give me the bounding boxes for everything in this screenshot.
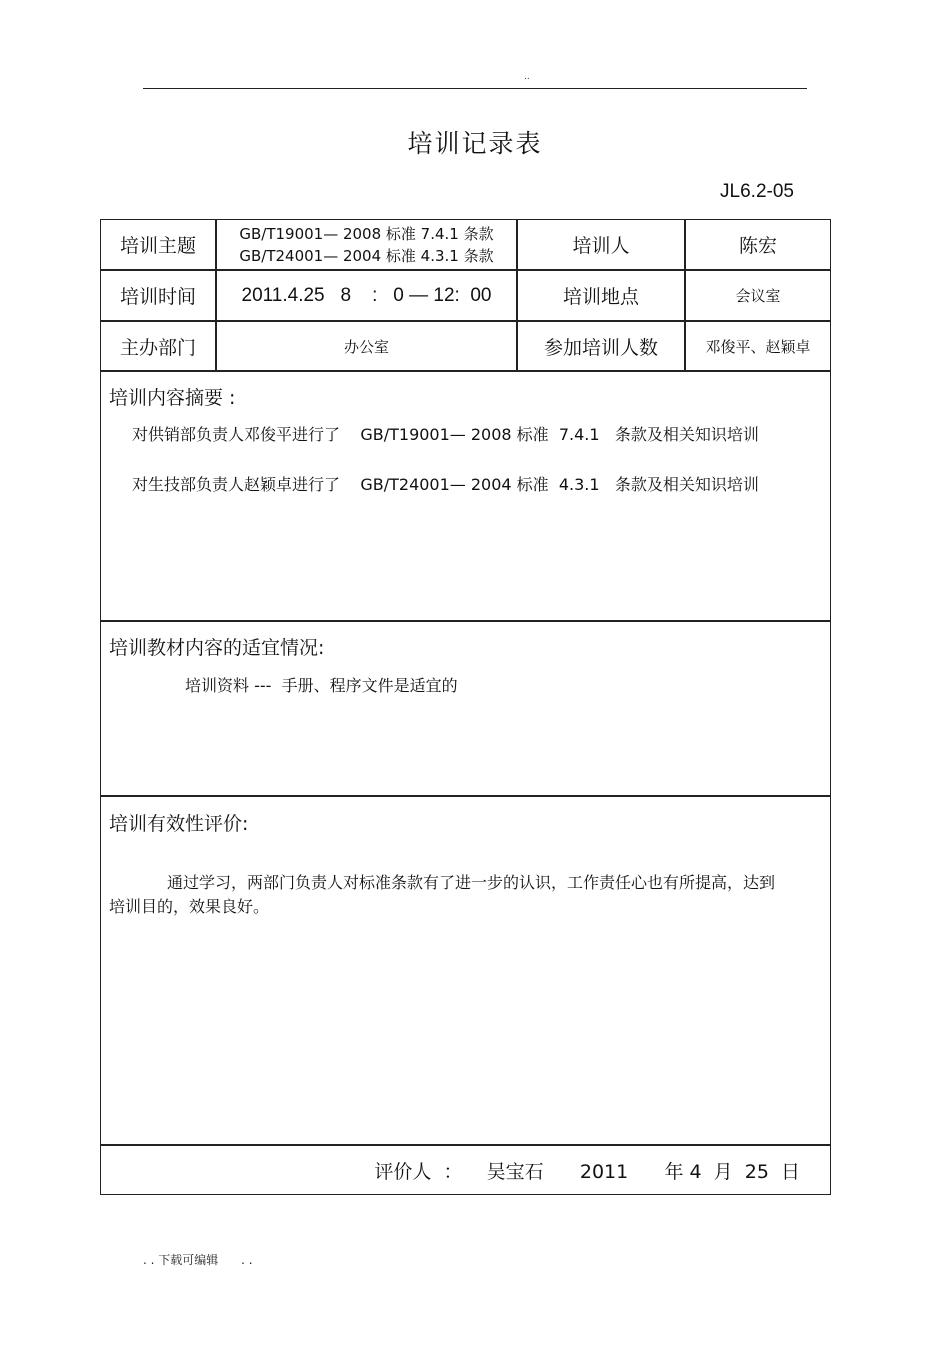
evaluator-signature-row: 评价人 ： 吴宝石 2011 年 4 月 25 日: [374, 1160, 800, 1183]
effect-title: 培训有效性评价:: [109, 813, 249, 835]
summary-title: 培训内容摘要 :: [109, 387, 236, 409]
form-code: JL6.2-05: [720, 181, 794, 202]
participant-count-value: 邓俊平、赵颖卓: [705, 337, 811, 356]
row-divider: [101, 795, 830, 797]
topic-value: [217, 220, 516, 269]
header-mark: ..: [524, 72, 530, 82]
topic-label: 培训主题: [119, 235, 196, 257]
material-line-1: 培训资料 --- 手册、程序文件是适宜的: [185, 676, 458, 695]
dept-label: 主办部门: [119, 336, 196, 359]
trainer-label: 培训人: [572, 235, 630, 257]
page-title: 培训记录表: [407, 129, 543, 158]
row-divider: [101, 370, 830, 372]
place-label: 培训地点: [562, 286, 639, 308]
participant-count-label: 参加培训人数: [543, 336, 658, 359]
time-value: 2011.4.25 8 : 0 — 12: 00: [241, 284, 492, 306]
summary-line-1: 对供销部负责人邓俊平进行了 GB/T19001— 2008 标准 7.4.1 条款及相关知识培训: [132, 425, 759, 444]
trainer-value: 陈宏: [738, 235, 777, 257]
header-rule: [143, 88, 807, 89]
topic-line-2: GB/T24001— 2004 标准 4.3.1 条款: [239, 246, 494, 265]
training-record-table: [100, 219, 831, 1195]
topic-line-1: GB/T19001— 2008 标准 7.4.1 条款: [239, 224, 494, 243]
dept-value: 办公室: [343, 337, 389, 356]
effect-paragraph: 通过学习，两部门负责人对标准条款有了进一步的认识，工作责任心也有所提高，达到培训目的，效果良好。: [109, 873, 776, 916]
bottom-note: . . 下载可编辑 . .: [143, 1253, 253, 1267]
row-divider: [101, 620, 830, 622]
place-value: 会议室: [735, 287, 781, 305]
time-label: 培训时间: [119, 286, 196, 308]
summary-line-2: 对生技部负责人赵颖卓进行了 GB/T24001— 2004 标准 4.3.1 条款及相关知识培训: [132, 475, 759, 494]
material-title: 培训教材内容的适宜情况:: [109, 637, 325, 659]
